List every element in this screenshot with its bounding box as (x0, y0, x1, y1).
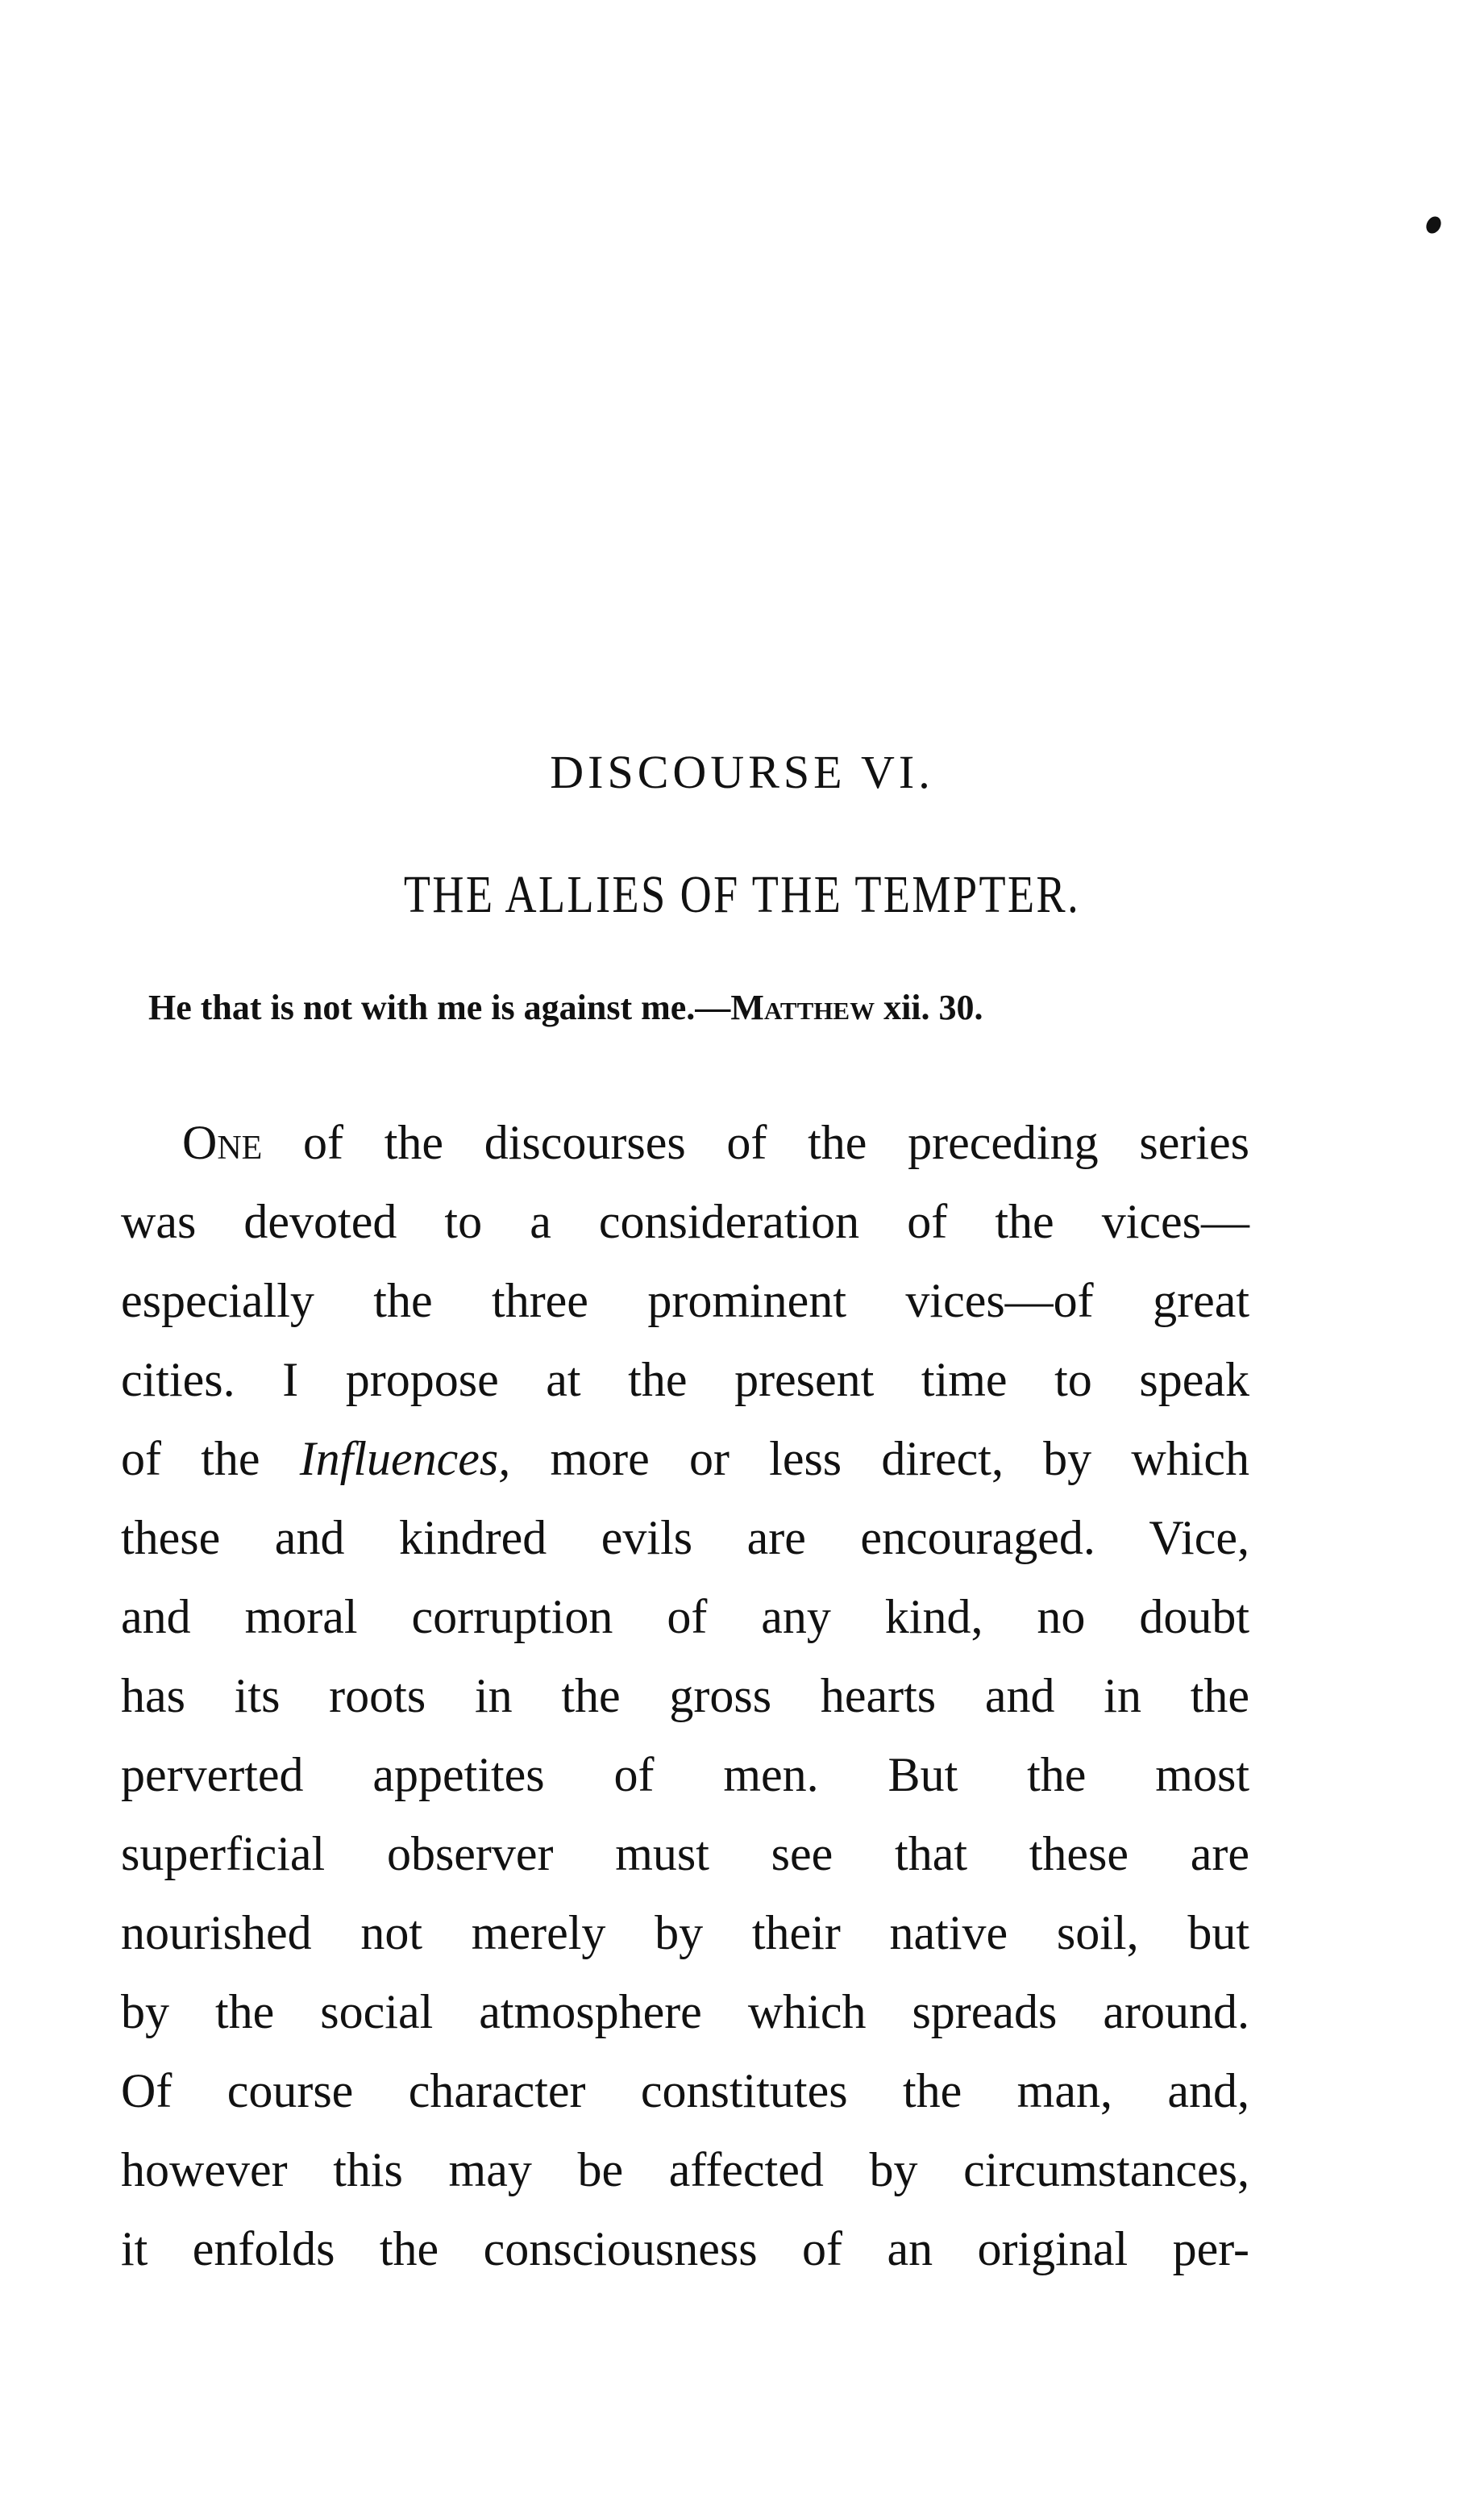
text-line: has its roots in the gross hearts and in the (121, 1669, 1249, 1722)
emphasis-word: Influences, (299, 1432, 511, 1485)
text-line: by the social atmosphere which spreads around. (121, 1985, 1249, 2038)
epigraph-source: Matthew (730, 988, 875, 1027)
text-line: superficial observer must see that these are (121, 1827, 1249, 1880)
text-line: these and kindred evils are encouraged. Vice, (121, 1511, 1249, 1564)
text-line: of the Influences, more or less direct, by which (121, 1432, 1249, 1485)
text-line: nourished not merely by their native soil, but (121, 1906, 1249, 1959)
epigraph-quote: He that is not with me is against me.— (148, 988, 731, 1027)
body-paragraph (121, 1103, 1249, 2288)
text-line: One of the discourses of the preceding series (182, 1116, 1249, 1169)
text-line: cities. I propose at the present time to speak (121, 1353, 1249, 1406)
text-line: however this may be affected by circumstances, (121, 2143, 1249, 2196)
text-line: Of course character constitutes the man, and, (121, 2064, 1249, 2117)
discourse-number: DISCOURSE VI. (550, 746, 934, 798)
text-line: perverted appetites of men. But the most (121, 1748, 1249, 1801)
epigraph-reference: xii. 30. (875, 988, 983, 1027)
text-line: it enfolds the consciousness of an original per- (121, 2222, 1249, 2275)
text-line: especially the three prominent vices—of great (121, 1274, 1249, 1327)
epigraph (148, 982, 1245, 1034)
lead-word: One (182, 1116, 263, 1169)
text-line: was devoted to a consideration of the vices— (121, 1195, 1249, 1248)
chapter-title: THE ALLIES OF THE TEMPTER. (403, 865, 1081, 924)
text-line: and moral corruption of any kind, no doubt (121, 1590, 1249, 1643)
ink-speck (1424, 214, 1444, 235)
